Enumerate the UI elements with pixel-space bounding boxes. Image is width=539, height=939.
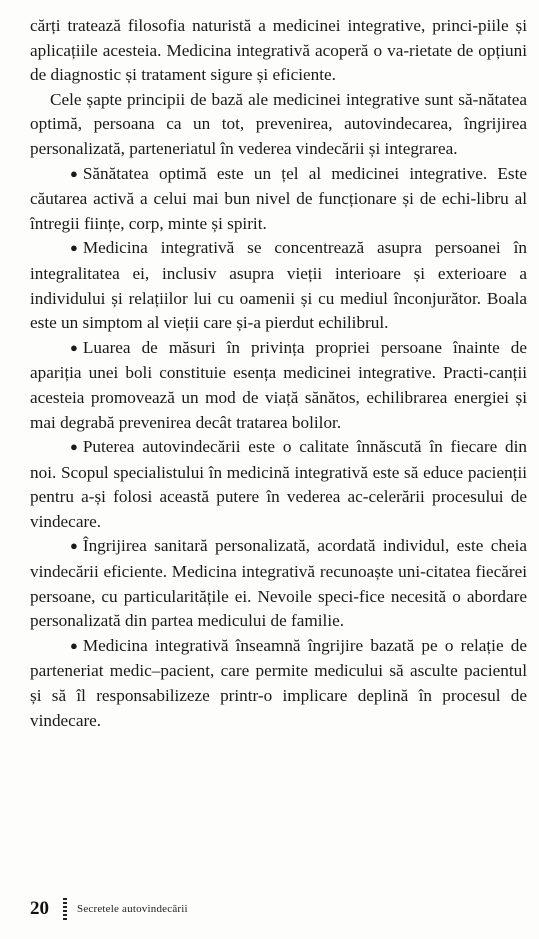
bullet-text: Sănătatea optimă este un țel al medicinei integrative. Este căutarea activă a celui mai bun nivel de funcționare și de echi-libru al întregii ființe, corp, minte și spirit. <box>30 163 527 233</box>
bullet-text: Medicina integrativă înseamnă îngrijire bazată pe o relație de parteneriat medic–pacient, care permite medicului să asculte pacientul și să îl responsabilizeze printr-o implicare deplină în procesul de vindecare. <box>30 635 527 730</box>
footer-rule-icon <box>63 898 67 920</box>
page-footer <box>30 895 510 923</box>
bullet-text: Luarea de măsuri în privința propriei persoane înainte de apariția unei boli constituie esența medicinei integrative. Practi-canții acesteia promovează un mod de viață sănătos, echilibrarea energiei și mai degrabă prevenirea decât tratarea bolilor. <box>30 337 527 432</box>
bullet-item-whole-person <box>30 236 527 335</box>
bullet-icon: ● <box>70 637 78 653</box>
page-number: 20 <box>30 898 49 919</box>
bullet-text: Îngrijirea sanitară personalizată, acordată individul, este cheia vindecării eficiente. Medicina integrativă recunoaște uni-citatea fiecărei persoane, cu particularitățile ei. Nevoile speci-fice necesită o abordare personalizată din partea medicului de familie. <box>30 536 527 631</box>
body-text <box>30 14 527 733</box>
bullet-item-personalized-care <box>30 534 527 633</box>
bullet-item-self-healing <box>30 435 527 534</box>
bullet-icon: ● <box>70 165 78 181</box>
bullet-item-partnership <box>30 634 527 733</box>
bullet-item-optimal-health <box>30 162 527 237</box>
bullet-icon: ● <box>70 240 78 256</box>
bullet-text: Medicina integrativă se concentrează asupra persoanei în integralitatea ei, inclusiv asupra vieții interioare și exterioare a individului și relațiilor lui cu oamenii și cu mediul înconjurător. Boala este un simptom al vieții care și-a pierdut echilibrul. <box>30 238 527 333</box>
bullet-icon: ● <box>70 538 78 554</box>
bullet-text: Puterea autovindecării este o calitate înnăscută în fiecare din noi. Scopul specialistului în medicină integrativă este să educe pacienții pentru a-și folosi această putere în vederea ac-celerării procesului de vindecare. <box>30 437 527 531</box>
bullet-icon: ● <box>70 439 78 455</box>
bullet-item-prevention <box>30 336 527 435</box>
paragraph-continuation: cărți tratează filosofia naturistă a medicinei integrative, princi-piile și aplicațiile acesteia. Medicina integrativă acoperă o va-rietate de opțiuni de diagnostic și tratament sigure și eficiente. <box>30 16 527 85</box>
paragraph-principles: Cele șapte principii de bază ale medicinei integrative sunt să-nătatea optimă, persoana ca un tot, prevenirea, autovindecarea, îngrijirea personalizată, parteneriatul în vederea vindecării și integrarea. <box>30 89 527 158</box>
running-title: Secretele autovindecării <box>77 903 188 915</box>
bullet-icon: ● <box>70 339 78 355</box>
